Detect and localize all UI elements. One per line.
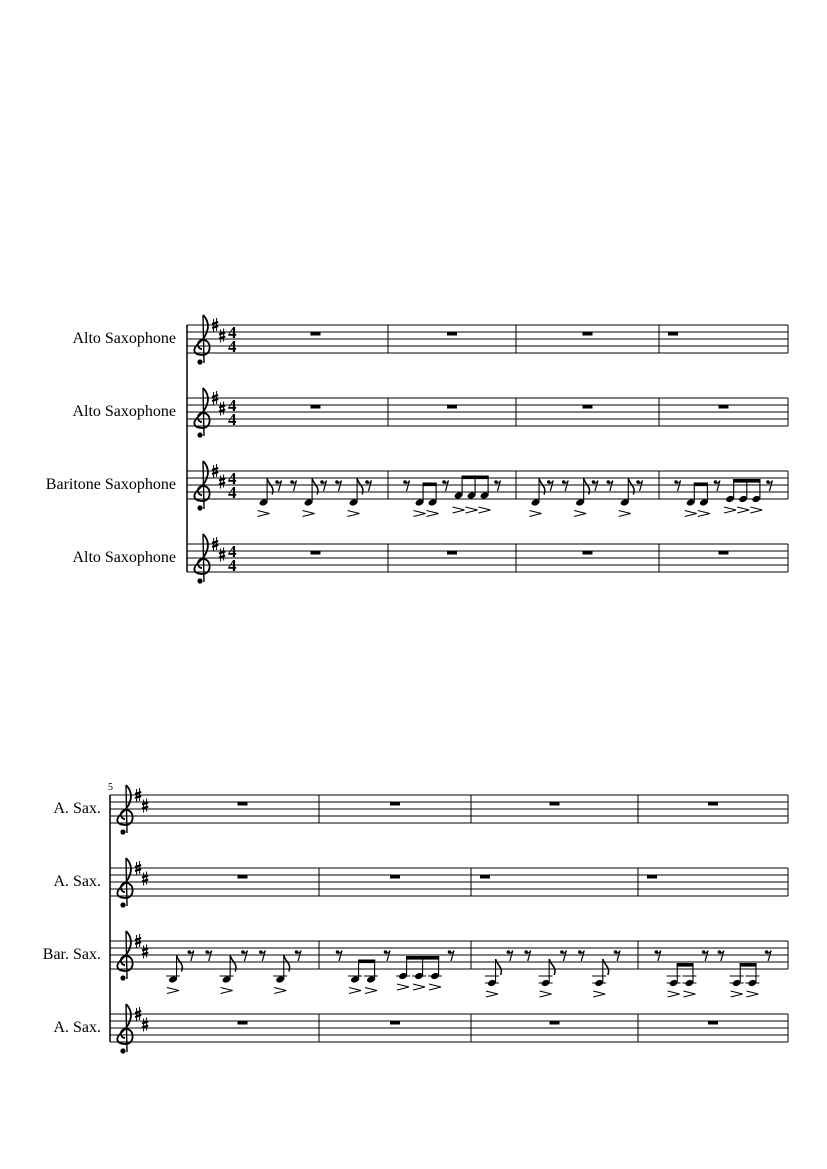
whole-rest [447, 405, 457, 409]
measure [668, 332, 678, 336]
whole-rest [708, 1021, 718, 1025]
instrument-label: A. Sax. [53, 873, 101, 890]
whole-rest [719, 551, 729, 555]
instrument-label: Alto Saxophone [72, 330, 176, 347]
whole-rest [311, 332, 321, 336]
whole-rest [238, 802, 248, 806]
staff [110, 858, 788, 908]
staff [110, 1004, 788, 1054]
measure [311, 405, 321, 409]
eighth-rest [607, 480, 613, 491]
whole-rest [447, 332, 457, 336]
eighth-rest [384, 950, 390, 961]
beamed-eighth-notes [396, 956, 442, 990]
eighth-rest [592, 480, 598, 491]
eighth-rest [524, 950, 530, 961]
measure-number: 5 [108, 782, 113, 793]
whole-rest [480, 875, 490, 879]
eighth-note [485, 959, 501, 997]
eighth-rest [448, 950, 454, 961]
eighth-rest [718, 950, 724, 961]
measure [529, 479, 642, 517]
beamed-eighth-notes [730, 963, 760, 997]
eighth-rest [714, 480, 720, 491]
eighth-rest [765, 950, 771, 961]
whole-rest [390, 875, 400, 879]
eighth-note [303, 479, 318, 517]
staff [187, 534, 788, 584]
measure [166, 950, 301, 993]
eighth-rest [547, 480, 553, 491]
whole-rest [447, 551, 457, 555]
eighth-rest [403, 480, 409, 491]
measure [655, 950, 772, 997]
eighth-note [220, 956, 236, 994]
measure [708, 802, 718, 806]
measure [447, 332, 457, 336]
measure [708, 1021, 718, 1025]
eighth-rest [494, 480, 500, 491]
treble-clef [117, 858, 132, 908]
instrument-label: Alto Saxophone [72, 549, 176, 566]
svg-text:4: 4 [228, 337, 237, 356]
instrument-label: Alto Saxophone [72, 403, 176, 420]
measure [719, 405, 729, 409]
staff [187, 461, 788, 517]
eighth-rest [365, 480, 371, 491]
staff [110, 931, 788, 997]
beamed-eighth-notes [414, 483, 439, 517]
measure [550, 1021, 560, 1025]
svg-text:4: 4 [228, 469, 237, 488]
time-signature [228, 469, 237, 502]
whole-rest [719, 405, 729, 409]
instrument-label: A. Sax. [53, 800, 101, 817]
whole-rest [708, 802, 718, 806]
svg-text:4: 4 [228, 323, 237, 342]
eighth-rest [275, 480, 281, 491]
measure [583, 405, 593, 409]
eighth-rest [578, 950, 584, 961]
treble-clef [117, 1004, 132, 1054]
time-signature [228, 396, 237, 429]
treble-clef [194, 388, 209, 438]
eighth-note [348, 479, 363, 517]
staff [187, 388, 788, 438]
treble-clef [194, 534, 209, 584]
eighth-rest [507, 950, 513, 961]
measure [238, 1021, 248, 1025]
measure [447, 551, 457, 555]
score-system [187, 315, 788, 584]
whole-rest [311, 405, 321, 409]
measure [480, 875, 490, 879]
measure [238, 875, 248, 879]
eighth-note [166, 956, 182, 994]
whole-rest [583, 332, 593, 336]
measure [238, 802, 248, 806]
eighth-rest [442, 480, 448, 491]
eighth-rest [188, 950, 194, 961]
measure [719, 551, 729, 555]
treble-clef [117, 931, 132, 981]
eighth-note [273, 956, 289, 994]
measure [550, 802, 560, 806]
measure [311, 551, 321, 555]
whole-rest [668, 332, 678, 336]
eighth-note [529, 479, 544, 517]
measure [390, 875, 400, 879]
whole-rest [311, 551, 321, 555]
beamed-eighth-notes [453, 476, 491, 514]
eighth-note [592, 959, 608, 997]
eighth-rest [636, 480, 642, 491]
eighth-rest [259, 950, 265, 961]
whole-rest [647, 875, 657, 879]
svg-text:4: 4 [228, 483, 237, 502]
eighth-rest [241, 950, 247, 961]
eighth-note [619, 479, 634, 517]
measure [258, 479, 372, 517]
whole-rest [550, 1021, 560, 1025]
eighth-rest [205, 950, 211, 961]
svg-text:4: 4 [228, 542, 237, 561]
treble-clef [117, 785, 132, 835]
measure [485, 950, 620, 997]
svg-text:4: 4 [228, 556, 237, 575]
svg-text:4: 4 [228, 396, 237, 415]
whole-rest [550, 802, 560, 806]
whole-rest [390, 802, 400, 806]
time-signature [228, 323, 237, 356]
time-signature [228, 542, 237, 575]
whole-rest [583, 551, 593, 555]
eighth-rest [702, 950, 708, 961]
whole-rest [583, 405, 593, 409]
svg-text:4: 4 [228, 410, 237, 429]
instrument-label: A. Sax. [53, 1019, 101, 1036]
eighth-rest [655, 950, 661, 961]
measure [647, 875, 657, 879]
eighth-rest [290, 480, 296, 491]
treble-clef [194, 461, 209, 511]
beamed-eighth-notes [685, 483, 710, 517]
eighth-rest [766, 480, 772, 491]
eighth-rest [335, 480, 341, 491]
eighth-rest [674, 480, 680, 491]
score-system [108, 782, 788, 1054]
eighth-rest [320, 480, 326, 491]
instrument-label: Baritone Saxophone [45, 476, 176, 493]
beamed-eighth-notes [724, 479, 762, 513]
eighth-note [574, 479, 589, 517]
beamed-eighth-notes [348, 960, 378, 994]
eighth-rest [560, 950, 566, 961]
eighth-rest [562, 480, 568, 491]
measure [390, 1021, 400, 1025]
eighth-rest [614, 950, 620, 961]
eighth-rest [295, 950, 301, 961]
treble-clef [194, 315, 209, 365]
measure [583, 551, 593, 555]
measure [447, 405, 457, 409]
measure [311, 332, 321, 336]
measure [403, 476, 500, 517]
whole-rest [238, 875, 248, 879]
staff [187, 315, 788, 365]
beamed-eighth-notes [667, 963, 697, 997]
whole-rest [238, 1021, 248, 1025]
measure [336, 950, 454, 993]
eighth-rest [336, 950, 342, 961]
staff [108, 782, 788, 835]
instrument-label: Bar. Sax. [42, 946, 101, 963]
eighth-note [258, 479, 273, 517]
whole-rest [390, 1021, 400, 1025]
measure [583, 332, 593, 336]
eighth-note [539, 959, 555, 997]
measure [390, 802, 400, 806]
